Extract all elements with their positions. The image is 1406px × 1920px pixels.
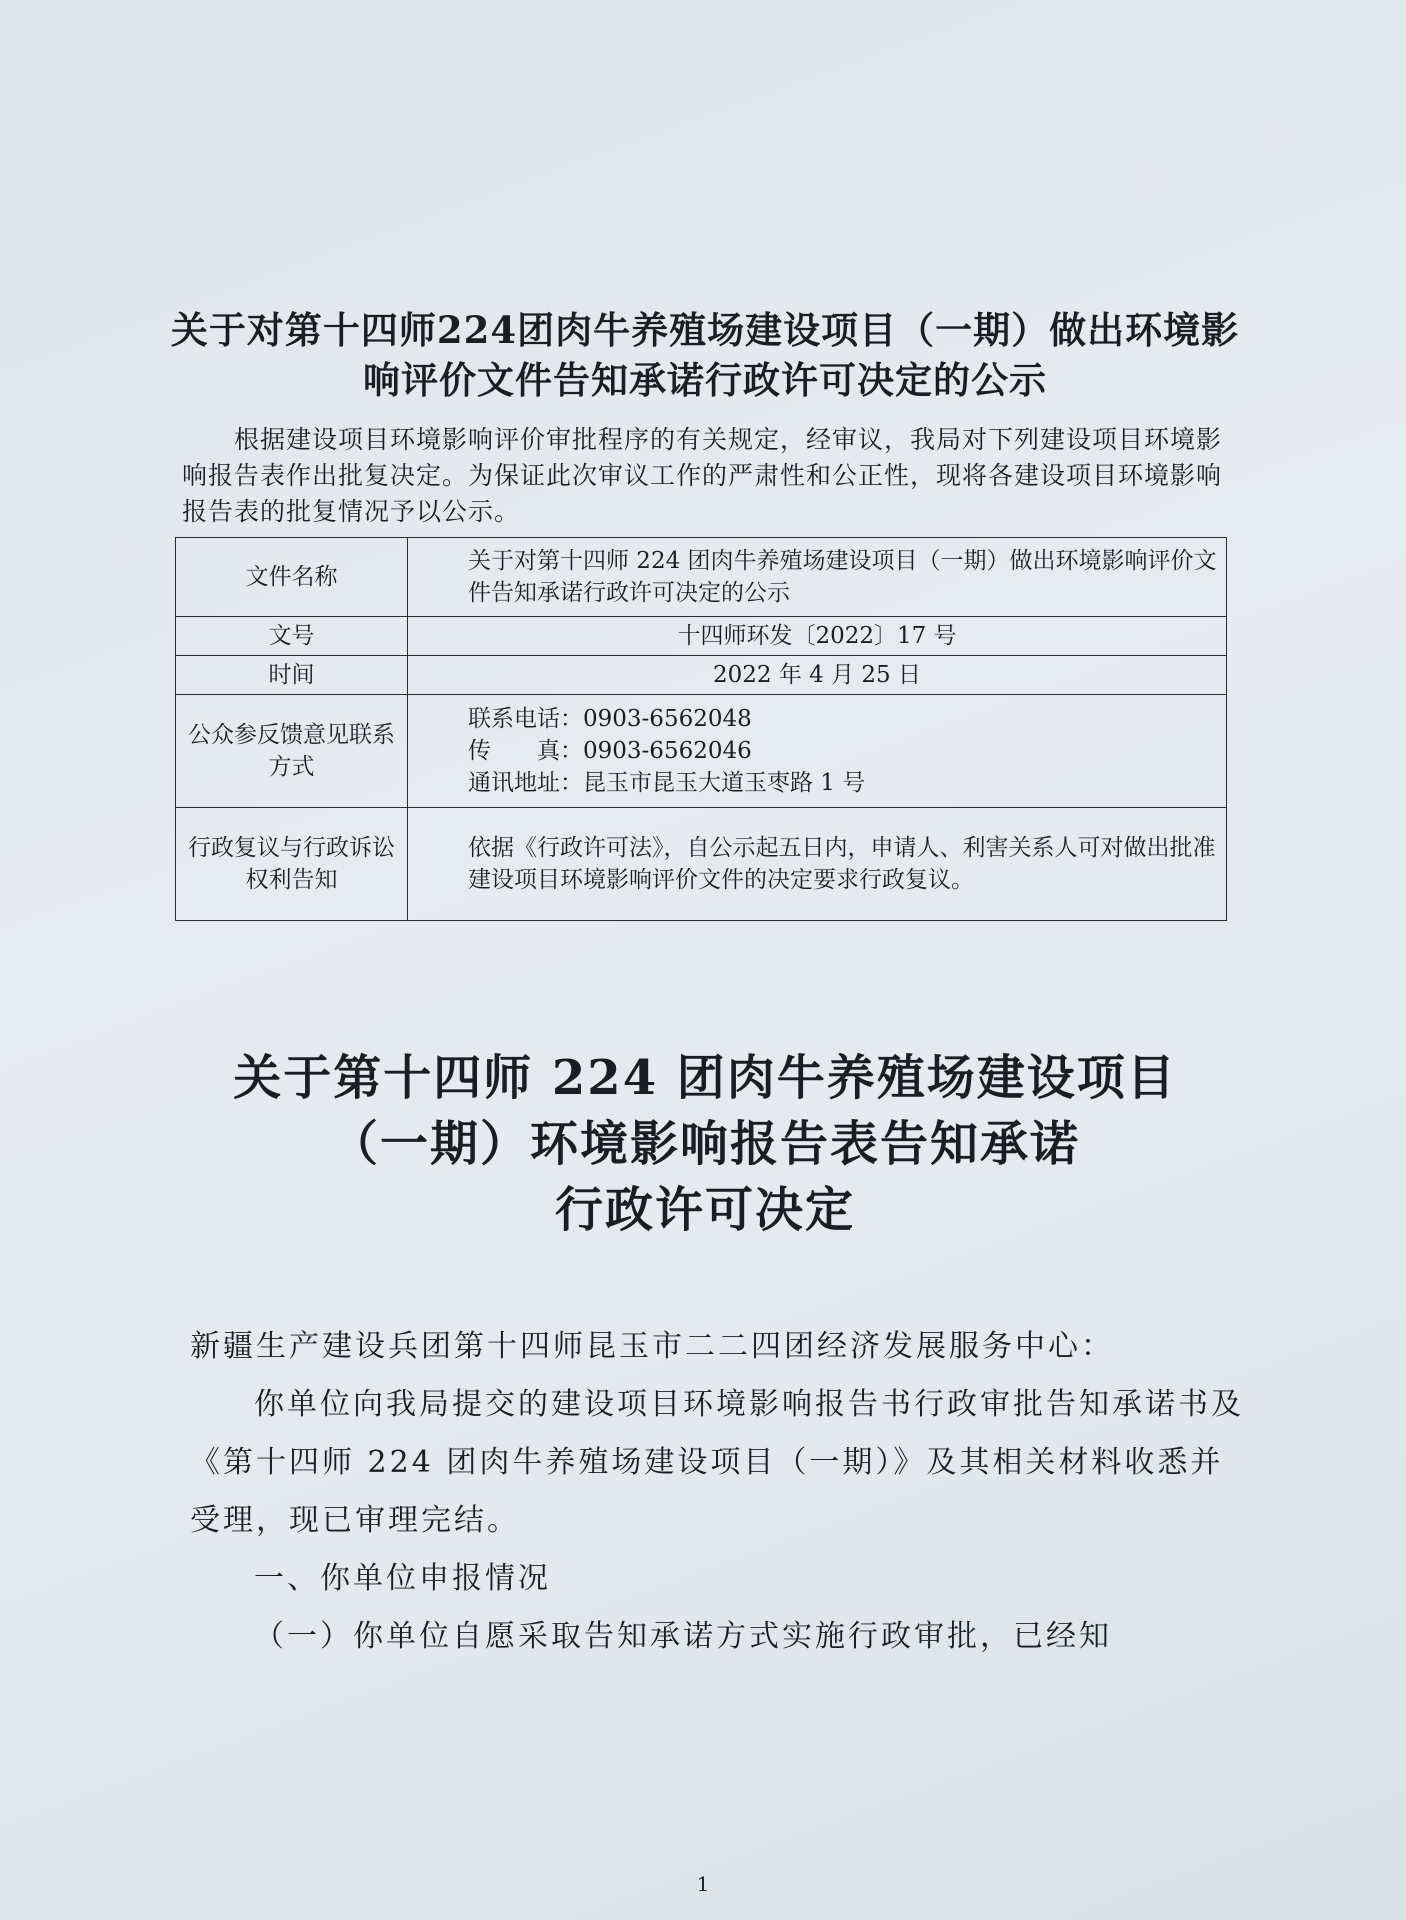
row-value-contact — [408, 695, 1227, 808]
table-row — [176, 695, 1227, 808]
row-label-doc-number: 文号 — [176, 617, 408, 656]
row-value-file-name: 关于对第十四师 224 团肉牛养殖场建设项目（一期）做出环境影响评价文件告知承诺行政许可决定的公示 — [408, 538, 1227, 617]
notice-intro: 根据建设项目环境影响评价审批程序的有关规定，经审议，我局对下列建设项目环境影响报告表作出批复决定。为保证此次审议工作的严肃性和公正性，现将各建设项目环境影响报告表的批复情况予以公示。 — [182, 425, 1223, 526]
table-row — [176, 538, 1227, 617]
body-paragraph: 你单位向我局提交的建设项目环境影响报告书行政审批告知承诺书及《第十四师 224 团肉牛养殖场建设项目（一期）》及其相关材料收悉并受理，现已审理完结。 — [190, 1387, 1244, 1538]
notice-info-table — [175, 537, 1227, 921]
table-row — [176, 656, 1227, 695]
contact-fax: 传 真：0903-6562046 — [468, 738, 752, 764]
section-heading: 一、你单位申报情况 — [254, 1561, 551, 1596]
row-value-rights: 依据《行政许可法》，自公示起五日内，申请人、利害关系人可对做出批准建设项目环境影响评价文件的决定要求行政复议。 — [408, 808, 1227, 921]
decision-body — [190, 1318, 1250, 1666]
table-row — [176, 617, 1227, 656]
page-number: 1 — [696, 1872, 710, 1896]
row-label-contact: 公众参反馈意见联系方式 — [176, 695, 408, 808]
row-label-rights: 行政复议与行政诉讼权利告知 — [176, 808, 408, 921]
addressee: 新疆生产建设兵团第十四师昆玉市二二四团经济发展服务中心： — [190, 1329, 1114, 1364]
notice-title-line-1: 关于对第十四师224团肉牛养殖场建设项目（一期）做出环境影 — [170, 308, 1240, 352]
contact-address: 通讯地址：昆玉市昆玉大道玉枣路 1 号 — [468, 770, 866, 796]
decision-title-line-2: （一期）环境影响报告表告知承诺 — [329, 1116, 1080, 1172]
decision-title — [150, 1045, 1260, 1243]
row-value-date: 2022 年 4 月 25 日 — [408, 656, 1227, 695]
row-value-doc-number: 十四师环发〔2022〕17 号 — [408, 617, 1227, 656]
decision-title-line-1: 关于第十四师 224 团肉牛养殖场建设项目 — [233, 1050, 1177, 1106]
decision-title-line-3: 行政许可决定 — [554, 1182, 855, 1238]
row-label-date: 时间 — [176, 656, 408, 695]
contact-phone: 联系电话：0903-6562048 — [468, 706, 752, 732]
row-label-file-name: 文件名称 — [176, 538, 408, 617]
subsection-paragraph: （一）你单位自愿采取告知承诺方式实施行政审批，已经知 — [254, 1619, 1112, 1654]
notice-title-line-2: 响评价文件告知承诺行政许可决定的公示 — [363, 358, 1047, 402]
table-row — [176, 808, 1227, 921]
notice-title — [150, 305, 1260, 405]
